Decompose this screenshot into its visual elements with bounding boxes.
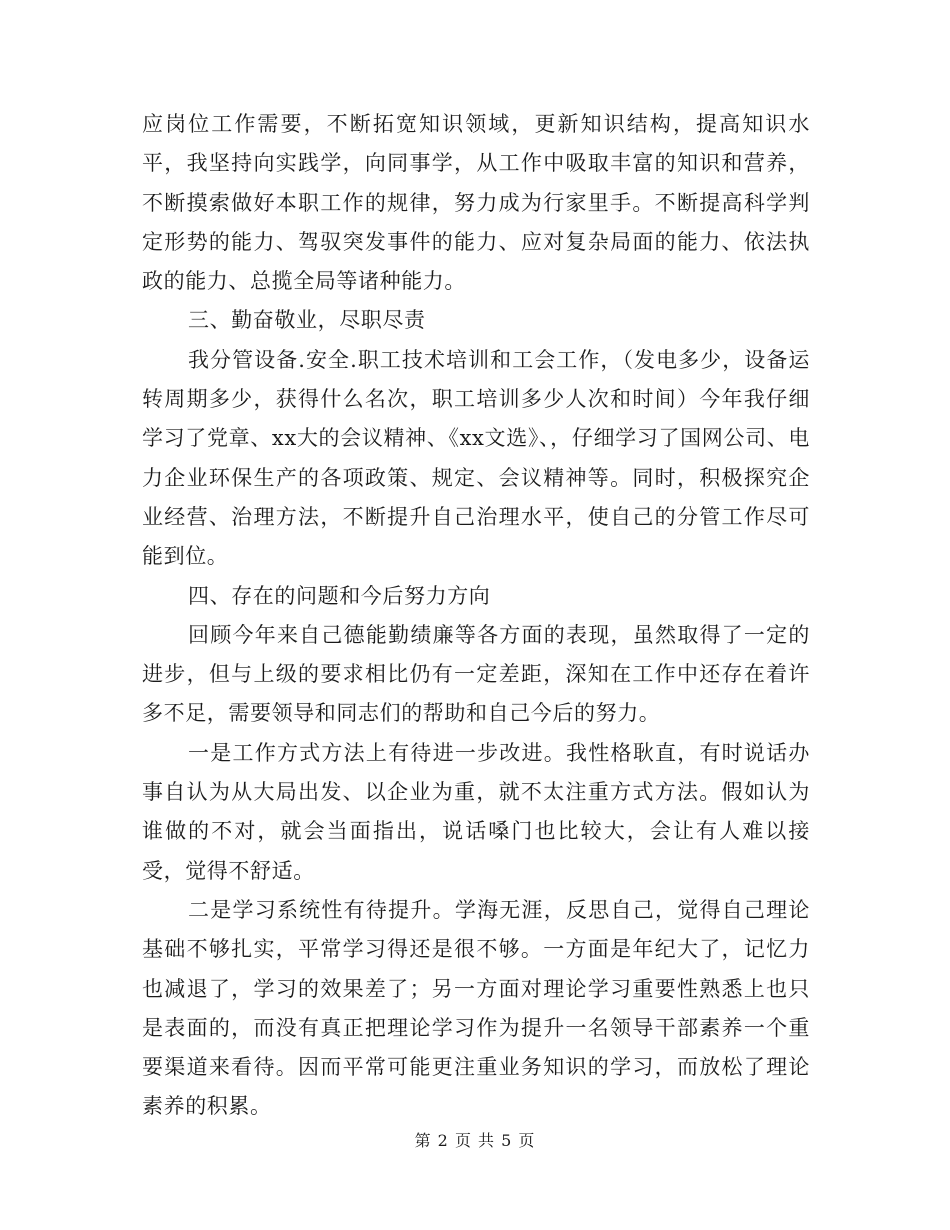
paragraph-continuation: 应岗位工作需要，不断拓宽知识领域，更新知识结构，提高知识水平，我坚持向实践学，向同事学，从工作中吸取丰富的知识和营养，不断摸索做好本职工作的规律，努力成为行家里手。不断提高科学判定形势的能力、驾驭突发事件的能力、应对复杂局面的能力、依法执政的能力、总揽全局等诸种能力。 xyxy=(142,112,810,294)
section-heading-three: 三、勤奋敬业，尽职尽责 xyxy=(188,308,426,333)
paragraph-duties: 我分管设备.安全.职工技术培训和工会工作，（发电多少，设备运转周期多少，获得什么名次，职工培训多少人次和时间）今年我仔细学习了党章、xx大的会议精神、《xx文选》、，仔细学习了国网公司、电力企业环保生产的各项政策、规定、会议精神等。同时，积极探究企业经营、治理方法，不断提升自己治理水平，使自己的分管工作尽可能到位。 xyxy=(142,347,810,569)
paragraph-review: 回顾今年来自己德能勤绩廉等各方面的表现，虽然取得了一定的进步，但与上级的要求相比仍有一定差距，深知在工作中还存在着许多不足，需要领导和同志们的帮助和自己今后的努力。 xyxy=(142,622,810,726)
paragraph-issue-two: 二是学习系统性有待提升。学海无涯，反思自己，觉得自己理论基础不够扎实，平常学习得还是很不够。一方面是年纪大了，记忆力也减退了，学习的效果差了；另一方面对理论学习重要性熟悉上也只是表面的，而没有真正把理论学习作为提升一名领导干部素养一个重要渠道来看待。因而平常可能更注重业务知识的学习，而放松了理论素养的积累。 xyxy=(142,897,810,1119)
section-heading-four: 四、存在的问题和今后努力方向 xyxy=(188,583,491,608)
document-body xyxy=(142,105,810,1127)
page-number-footer: 第 2 页 共 5 页 xyxy=(414,1131,536,1150)
paragraph-issue-one: 一是工作方式方法上有待进一步改进。我性格耿直，有时说话办事自认为从大局出发、以企业为重，就不太注重方式方法。假如认为谁做的不对，就会当面指出，说话嗓门也比较大，会让有人难以接受，觉得不舒适。 xyxy=(142,740,810,883)
